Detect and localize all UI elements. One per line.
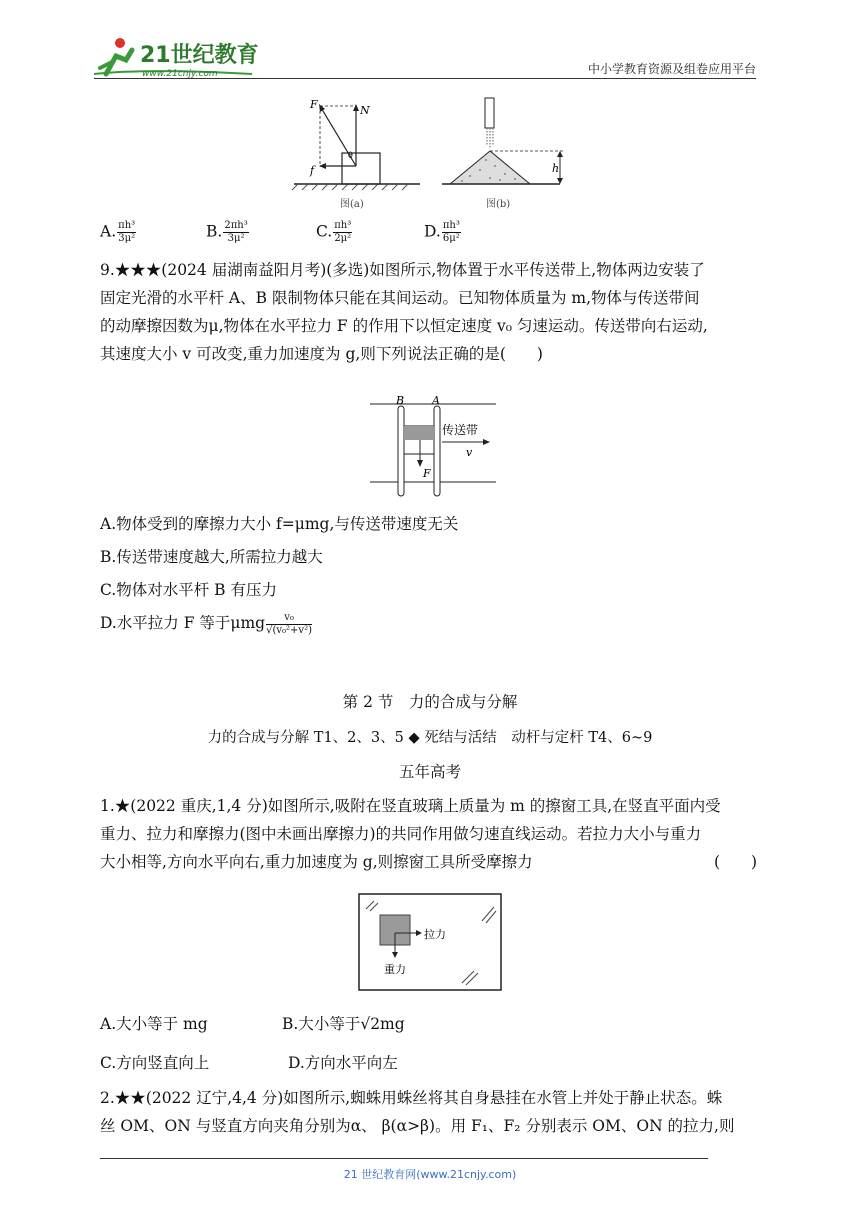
q1-option-a: A.大小等于 mg [100,1015,208,1033]
q9-label-B: B [396,394,405,407]
logo-url: www.21cnjy.com [142,69,218,79]
label-h: h [552,162,560,175]
footer-divider [100,1158,708,1159]
q1-option-d: D.方向水平向左 [288,1054,398,1072]
q1-stem: 1.★(2022 重庆,1,4 分)如图所示,吸附在竖直玻璃上质量为 m 的擦窗工具,在竖直平面内受 重力、拉力和摩擦力(图中未画出摩擦力)的共同作用做匀速直线运动。若拉力大小与重力 大小相等,方向水平向右,重力加速度为 g,则擦窗工具所受摩擦力 [100,797,721,871]
q9-belt-label: 传送带 [442,423,479,437]
header-divider [94,78,756,79]
q1-option-b: B.大小等于√2mg [282,1015,405,1033]
q9-option-b: B.传送带速度越大,所需拉力越大 [100,548,323,566]
q1-answer-bracket: ( ) [714,853,758,871]
q9-stem: 9.★★★(2024 届湖南益阳月考)(多选)如图所示,物体置于水平传送带上,物体两边安装了 固定光滑的水平杆 A、B 限制物体只能在其间运动。已知物体质量为 m,物体与传送带间 的动摩擦因数为μ,物体在水平拉力 F 的作用下以恒定速度 v₀ 匀速运动。传送带向右运动, 其速度大小 v 可改变,重力加速度为 g,则下列说法正确的是( ) [100,261,708,363]
q1-gravity-label: 重力 [384,963,406,976]
label-N: N [360,104,370,117]
q9-label-F: F [423,467,431,480]
q8-option-b: B. $\frac{\text{2πh³}}{\text{3μ²}}$ [206,220,248,244]
site-label: 中小学教育资源及组卷应用平台 [587,62,756,76]
q9-option-c: C.物体对水平杆 B 有压力 [100,581,277,599]
caption-a: 图(a) [340,199,364,210]
logo-text: 21世纪教育 [140,43,259,68]
figure-a-b [290,96,580,214]
q9-label-v: v [466,446,473,459]
q2-stem: 2.★★(2022 辽宁,4,4 分)如图所示,蜘蛛用蛛丝将其自身悬挂在水管上并处于静止状态。蛛 丝 OM、ON 与竖直方向夹角分别为α、 β(α>β)。用 F₁、F₂ 分别表示 OM、ON 的拉力,则 [100,1089,735,1135]
q9-figure [368,394,498,498]
label-f: f [310,164,315,177]
section-subtitle: 五年高考 [398,763,461,781]
q1-pull-label: 拉力 [424,928,446,941]
q8-option-c: C. $\frac{\text{πh³}}{\text{2μ²}}$ [316,220,352,244]
q9-option-a: A.物体受到的摩擦力大小 f=μmg,与传送带速度无关 [100,515,459,533]
q9-label-A: A [432,394,440,407]
section-topics: 力的合成与分解 T1、2、3、5 ◆ 死结与活结 动杆与定杆 T4、6~9 [207,730,653,746]
q1-option-c: C.方向竖直向上 [100,1054,210,1072]
q1-figure [358,893,502,991]
q9-option-d: D.水平拉力 F 等于μmg $\frac{\text{v₀}}{\text{√(v₀²+v²)}}$ [100,611,312,636]
footer-text: 21 世纪教育网(www.21cnjy.com) [343,1168,517,1181]
q8-option-a: A. $\frac{\text{πh³}}{\text{3μ²}}$ [100,220,136,244]
label-F: F [310,98,318,111]
site-logo [92,34,262,80]
section-title: 第 2 节 力的合成与分解 [342,693,518,711]
label-theta: θ [348,151,353,160]
q8-option-d: D. $\frac{\text{πh³}}{\text{6μ²}}$ [424,220,460,244]
caption-b: 图(b) [486,199,511,210]
